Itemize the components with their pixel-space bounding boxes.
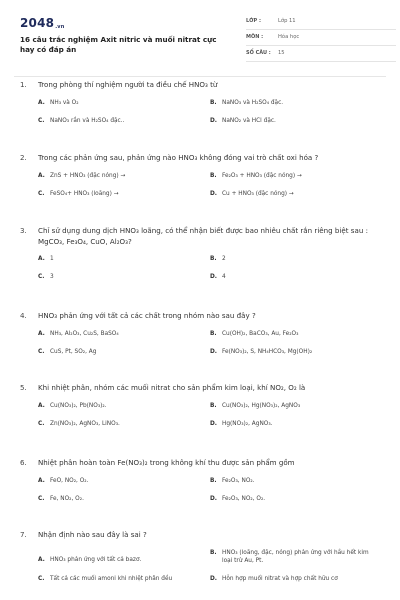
- question-text: Trong phòng thí nghiệm người ta điều chế HNO₃ từ: [38, 80, 218, 89]
- header: [20, 14, 380, 70]
- option-letter: D.: [210, 495, 218, 502]
- option-letter: B.: [210, 477, 217, 484]
- option-c[interactable]: [38, 495, 208, 503]
- option-b[interactable]: [210, 477, 380, 485]
- option-c[interactable]: [38, 575, 208, 583]
- option-text: FeSO₄+ HNO₃ (loãng) →: [50, 190, 119, 197]
- option-text: ZnS + HNO₃ (đặc nóng) →: [50, 172, 126, 179]
- option-text: Cu(NO₃)₂, Hg(NO₃)₂, AgNO₃: [222, 402, 301, 409]
- question-text: Trong các phản ứng sau, phản ứng nào HNO₃ không đóng vai trò chất oxi hóa ?: [38, 153, 319, 162]
- option-d[interactable]: [210, 273, 380, 281]
- option-c[interactable]: [38, 117, 208, 125]
- question-number: 5.: [20, 383, 27, 392]
- option-text: HNO₃ phản ứng với tất cả bazơ.: [50, 556, 142, 563]
- option-text: 2: [222, 256, 226, 262]
- question-7: [20, 530, 386, 593]
- option-letter: A.: [38, 99, 45, 106]
- meta-subject-value: Hóa học: [278, 34, 300, 40]
- option-b[interactable]: [210, 255, 380, 263]
- option-a[interactable]: [38, 172, 208, 180]
- meta-class-value: Lớp 11: [278, 18, 296, 24]
- option-c[interactable]: [38, 190, 208, 198]
- question-3: [20, 226, 386, 291]
- logo-suffix: .vn: [55, 24, 65, 30]
- option-letter: A.: [38, 330, 45, 337]
- option-c[interactable]: [38, 348, 208, 356]
- question-number: 4.: [20, 311, 27, 320]
- option-b[interactable]: [210, 549, 380, 565]
- logo-text: 2048: [20, 16, 55, 30]
- option-letter: B.: [210, 172, 217, 179]
- option-text: Fe(NO₃)₂, S, NH₄HCO₃, Mg(OH)₂: [222, 348, 313, 355]
- option-c[interactable]: [38, 420, 208, 428]
- options: [20, 255, 386, 291]
- question-text: Chỉ sử dụng dung dịch HNO₃ loãng, có thể nhận biết được bao nhiêu chất rắn riêng biệt sau : MgCO₃, Fe₃O₄, CuO, Al₂O₃?: [38, 226, 368, 246]
- option-text: Tất cả các muối amoni khi nhiệt phân đều: [50, 575, 173, 582]
- question-number: 2.: [20, 153, 27, 162]
- option-text: 1: [50, 256, 54, 262]
- logo[interactable]: [20, 16, 65, 30]
- option-letter: D.: [210, 274, 218, 280]
- options: [20, 402, 386, 438]
- option-text: Fe₂O₃, NO₂.: [222, 477, 255, 484]
- options: [20, 477, 386, 513]
- option-letter: C.: [38, 190, 45, 197]
- option-letter: C.: [38, 117, 45, 124]
- option-letter: C.: [38, 274, 45, 280]
- option-letter: C.: [38, 348, 45, 355]
- option-letter: C.: [38, 420, 45, 427]
- header-divider: [14, 76, 386, 77]
- option-d[interactable]: [210, 495, 380, 503]
- question-stem: [20, 383, 386, 394]
- option-letter: A.: [38, 402, 45, 409]
- option-letter: A.: [38, 556, 45, 563]
- question-text: Nhận định nào sau đây là sai ?: [38, 530, 147, 539]
- option-a[interactable]: [38, 402, 208, 410]
- question-text: Khi nhiệt phân, nhóm các muối nitrat cho sản phẩm kim loại, khí NO₂, O₂ là: [38, 383, 306, 392]
- question-text: HNO₃ phản ứng với tất cả các chất trong nhóm nào sau đây ?: [38, 311, 256, 320]
- options: [20, 330, 386, 366]
- option-d[interactable]: [210, 575, 380, 583]
- meta-count-value: 15: [278, 50, 285, 56]
- option-text: Cu(OH)₂, BaCO₃, Au, Fe₂O₃: [222, 330, 299, 337]
- option-a[interactable]: [38, 99, 208, 107]
- question-5: [20, 383, 386, 438]
- option-letter: A.: [38, 477, 45, 484]
- option-b[interactable]: [210, 402, 380, 410]
- option-text: FeO, NO₂, O₂.: [50, 477, 89, 484]
- option-letter: B.: [210, 549, 217, 556]
- options: [20, 549, 386, 593]
- option-text: 4: [222, 274, 226, 280]
- option-letter: B.: [210, 256, 217, 262]
- question-6: [20, 458, 386, 513]
- meta-class: [246, 16, 396, 30]
- meta-count: [246, 48, 396, 62]
- question-stem: [20, 80, 386, 91]
- option-d[interactable]: [210, 420, 380, 428]
- option-d[interactable]: [210, 348, 380, 356]
- option-letter: D.: [210, 575, 218, 582]
- option-text: Fe₂O₃, NO₂, O₂.: [222, 495, 266, 502]
- question-stem: [20, 530, 386, 541]
- question-1: [20, 80, 386, 135]
- option-text: Zn(NO₃)₂, AgNO₃, LiNO₃.: [50, 420, 120, 427]
- option-a[interactable]: [38, 255, 208, 263]
- options: [20, 172, 386, 208]
- option-letter: D.: [210, 420, 218, 427]
- option-a[interactable]: [38, 477, 208, 485]
- option-letter: D.: [210, 190, 218, 197]
- option-text: Fe, NO₂, O₂.: [50, 495, 84, 502]
- option-letter: D.: [210, 117, 218, 124]
- option-text: NaNO₂ và HCl đặc.: [222, 117, 276, 124]
- option-b[interactable]: [210, 99, 380, 107]
- option-b[interactable]: [210, 172, 380, 180]
- option-a[interactable]: [38, 556, 208, 564]
- option-text: NaNO₃ và H₂SO₄ đặc.: [222, 99, 284, 106]
- option-d[interactable]: [210, 190, 380, 198]
- option-b[interactable]: [210, 330, 380, 338]
- option-letter: A.: [38, 256, 45, 262]
- option-d[interactable]: [210, 117, 380, 125]
- question-stem: [20, 311, 386, 322]
- meta-subject: [246, 32, 396, 46]
- option-letter: D.: [210, 348, 218, 355]
- question-text: Nhiệt phân hoàn toàn Fe(NO₃)₂ trong không khí thu được sản phẩm gồm: [38, 458, 295, 467]
- question-stem: [20, 153, 386, 164]
- meta-info: [246, 16, 396, 64]
- question-number: 7.: [20, 530, 27, 539]
- question-stem: [20, 226, 386, 247]
- option-text: Hg(NO₃)₂, AgNO₃.: [222, 420, 273, 427]
- question-number: 3.: [20, 226, 27, 235]
- option-text: 3: [50, 274, 54, 280]
- option-text: Fe₂O₃ + HNO₃ (đặc nóng) →: [222, 172, 302, 179]
- option-text: Hỗn hợp muối nitrat và hợp chất hữu cơ: [222, 575, 338, 582]
- option-a[interactable]: [38, 330, 208, 338]
- document-title: 16 câu trắc nghiệm Axit nitric và muối nitrat cực hay có đáp án: [20, 35, 217, 54]
- option-text: CuS, Pt, SO₂, Ag: [50, 348, 97, 355]
- option-letter: C.: [38, 495, 45, 502]
- option-letter: A.: [38, 172, 45, 179]
- option-c[interactable]: [38, 273, 208, 281]
- question-stem: [20, 458, 386, 469]
- options: [20, 99, 386, 135]
- option-text: NH₃, Al₂O₃, Cu₂S, BaSO₄: [50, 330, 119, 337]
- option-text: NaNO₃ rắn và H₂SO₄ đặc..: [50, 117, 125, 124]
- meta-count-label: SỐ CÂU :: [246, 50, 271, 56]
- option-text: Cu + HNO₃ (đặc nóng) →: [222, 190, 294, 197]
- meta-subject-label: MÔN :: [246, 34, 264, 40]
- option-letter: B.: [210, 402, 217, 409]
- option-text: HNO₃ (loãng, đặc, nóng) phản ứng với hầu hết kim loại trừ Au, Pt.: [222, 549, 369, 564]
- question-number: 6.: [20, 458, 27, 467]
- option-text: Cu(NO₃)₂, Pb(NO₃)₂.: [50, 402, 107, 409]
- option-text: NH₃ và O₂: [50, 99, 79, 106]
- option-letter: B.: [210, 99, 217, 106]
- question-4: [20, 311, 386, 366]
- option-letter: C.: [38, 575, 45, 582]
- option-letter: B.: [210, 330, 217, 337]
- meta-class-label: LỚP :: [246, 18, 261, 24]
- question-number: 1.: [20, 80, 27, 89]
- question-2: [20, 153, 386, 208]
